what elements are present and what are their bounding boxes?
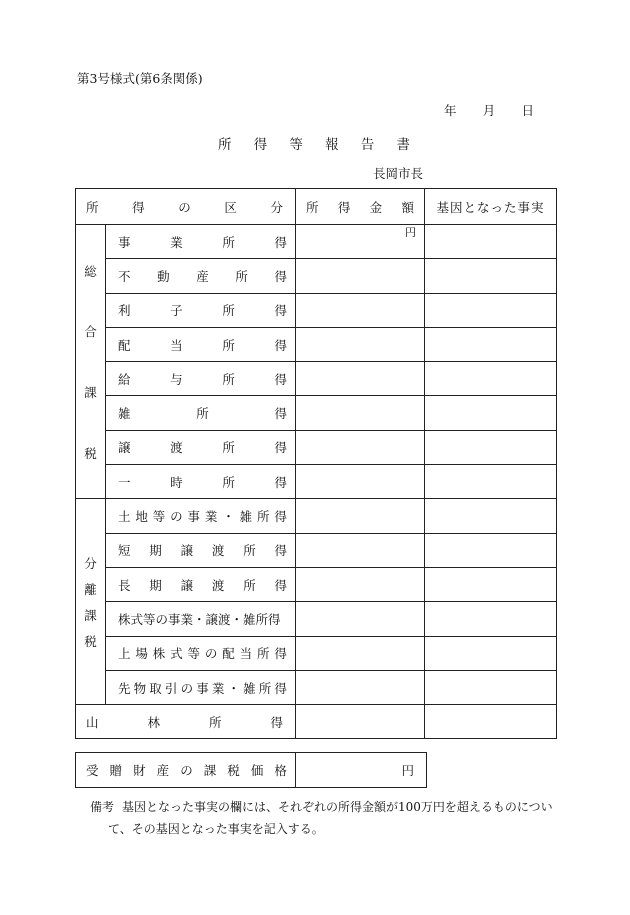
income-label-char: 所 bbox=[243, 543, 256, 559]
income-row bbox=[76, 362, 557, 396]
income-label-char: 雑 bbox=[243, 680, 256, 696]
title-char: 告 bbox=[360, 137, 375, 153]
income-label-char: 所 bbox=[235, 268, 248, 284]
income-label-char: 所 bbox=[257, 509, 270, 525]
income-label-char: 業 bbox=[170, 234, 183, 250]
income-label-char: ・ bbox=[222, 509, 235, 525]
tax-group-cell bbox=[76, 225, 106, 499]
gift-label-char: 受 bbox=[86, 763, 99, 778]
income-label-char: 所 bbox=[222, 303, 235, 319]
income-label-char: 与 bbox=[170, 371, 183, 387]
fact-cell[interactable] bbox=[425, 567, 557, 601]
group-name-char: 総 bbox=[84, 263, 97, 279]
income-label-char: 譲 bbox=[180, 577, 194, 593]
income-label-char: 所 bbox=[222, 440, 235, 456]
title-char: 等 bbox=[289, 137, 303, 153]
income-label-char: 引 bbox=[164, 680, 178, 696]
gift-label bbox=[76, 761, 295, 779]
fact-cell[interactable] bbox=[425, 465, 557, 499]
gift-row bbox=[76, 753, 427, 788]
income-label-char: 場 bbox=[135, 646, 148, 662]
header-char: 所 bbox=[306, 199, 319, 215]
income-row bbox=[76, 533, 557, 567]
income-row bbox=[76, 670, 557, 704]
forest-label-char: 得 bbox=[270, 714, 284, 730]
income-label-char: 得 bbox=[274, 303, 287, 319]
fact-cell[interactable] bbox=[425, 670, 557, 704]
fact-header: 基因となった事実 bbox=[425, 189, 557, 225]
header-char: 得 bbox=[337, 199, 351, 215]
income-label-cell bbox=[106, 602, 296, 636]
income-label-char: 物 bbox=[133, 680, 147, 696]
gift-label-char: 贈 bbox=[109, 763, 123, 778]
fact-cell[interactable] bbox=[425, 293, 557, 327]
amount-header bbox=[296, 189, 425, 225]
fact-cell[interactable] bbox=[425, 259, 557, 293]
income-label-cell bbox=[106, 567, 296, 601]
income-label-char: 得 bbox=[274, 646, 287, 662]
income-label-char: 不 bbox=[118, 268, 131, 284]
income-row bbox=[76, 602, 557, 636]
gift-label-char: 課 bbox=[203, 763, 217, 778]
income-label-char: ・ bbox=[227, 680, 240, 696]
income-label-char: 先 bbox=[118, 680, 131, 696]
income-amount-cell[interactable] bbox=[296, 259, 425, 293]
income-label-char: 得 bbox=[274, 234, 287, 250]
header-char: 分 bbox=[270, 199, 284, 215]
income-amount-cell[interactable] bbox=[296, 602, 425, 636]
forest-amount-cell[interactable] bbox=[296, 705, 425, 739]
group-name-char: 分 bbox=[84, 555, 97, 571]
income-amount-cell[interactable] bbox=[296, 293, 425, 327]
income-label-char: 等 bbox=[187, 646, 201, 662]
income-label-char: 株 bbox=[152, 646, 166, 662]
gift-label-char: の bbox=[180, 763, 193, 778]
fact-cell[interactable] bbox=[425, 327, 557, 361]
income-label-char: 所 bbox=[243, 577, 256, 593]
income-label-char: 所 bbox=[222, 337, 235, 353]
income-label-char: の bbox=[180, 680, 194, 696]
group-name-char: 税 bbox=[84, 445, 97, 461]
income-label-char: の bbox=[170, 509, 183, 525]
group-name-char: 課 bbox=[84, 607, 97, 623]
forest-label-char: 山 bbox=[86, 714, 99, 730]
header-char: 額 bbox=[401, 199, 415, 215]
income-label-char: 得 bbox=[274, 474, 287, 490]
fact-cell[interactable] bbox=[425, 430, 557, 464]
income-label-char: 得 bbox=[274, 406, 288, 422]
fact-cell[interactable] bbox=[425, 533, 557, 567]
form-number: 第3号様式(第6条関係) bbox=[77, 71, 203, 86]
income-row bbox=[76, 293, 557, 327]
header-row bbox=[76, 189, 557, 225]
income-row bbox=[76, 396, 557, 430]
income-label-char: 当 bbox=[170, 337, 183, 353]
income-row bbox=[76, 499, 557, 533]
income-label-char: 得 bbox=[274, 371, 287, 387]
income-label-char: 渡 bbox=[211, 543, 225, 559]
fact-cell[interactable] bbox=[425, 499, 557, 533]
income-row bbox=[76, 259, 557, 293]
header-char: 得 bbox=[132, 199, 145, 215]
income-label-char: 事 bbox=[196, 680, 209, 696]
income-label-char: 所 bbox=[222, 474, 235, 490]
income-label-char: 所 bbox=[222, 371, 235, 387]
document-title bbox=[218, 133, 410, 153]
income-row bbox=[76, 225, 557, 259]
remarks-line-1: 基因となった事実の欄には、それぞれの所得金額が100万円を超えるものについ bbox=[122, 800, 553, 814]
income-report-table bbox=[75, 188, 557, 739]
income-label-cell bbox=[106, 430, 296, 464]
income-label-char: 業 bbox=[204, 509, 218, 525]
header-char: 所 bbox=[86, 199, 99, 215]
forest-income-row bbox=[76, 705, 557, 739]
title-char: 書 bbox=[396, 137, 410, 153]
income-amount-cell[interactable] bbox=[296, 430, 425, 464]
income-label-char: 所 bbox=[222, 234, 235, 250]
fact-cell[interactable] bbox=[425, 636, 557, 670]
income-label-char: 期 bbox=[149, 577, 162, 593]
income-label-char: 土 bbox=[118, 509, 131, 525]
forest-label-cell bbox=[76, 705, 296, 739]
income-label-cell bbox=[106, 396, 296, 430]
fact-cell[interactable] bbox=[425, 602, 557, 636]
remarks-label: 備考 bbox=[90, 800, 115, 814]
income-label-char: 得 bbox=[274, 577, 287, 593]
header-char: の bbox=[178, 199, 191, 215]
income-label-char: 得 bbox=[274, 509, 287, 525]
income-amount-cell[interactable] bbox=[296, 533, 425, 567]
income-label-char: 一 bbox=[118, 474, 131, 490]
income-label-char: 所 bbox=[196, 406, 209, 422]
gift-tax-table bbox=[75, 752, 427, 788]
income-label-char: 所 bbox=[257, 646, 270, 662]
fact-cell[interactable] bbox=[425, 362, 557, 396]
income-label-char: の bbox=[204, 646, 218, 662]
income-row bbox=[76, 430, 557, 464]
income-label-char: 長 bbox=[118, 577, 131, 593]
date-char: 日 bbox=[521, 103, 534, 118]
income-label-char: 渡 bbox=[170, 440, 183, 456]
income-label-char: 得 bbox=[274, 337, 287, 353]
income-label-char: 取 bbox=[149, 680, 162, 696]
fact-cell[interactable] bbox=[425, 396, 557, 430]
income-label-char: 上 bbox=[118, 646, 131, 662]
group-name-char: 税 bbox=[84, 633, 97, 649]
title-char: 得 bbox=[253, 137, 268, 153]
income-label-char: 雑 bbox=[118, 406, 131, 422]
income-label-char: 株式等の事業・譲渡・雑所得 bbox=[118, 611, 281, 627]
income-label-char: 当 bbox=[239, 646, 253, 662]
income-label-char: 業 bbox=[211, 680, 225, 696]
remarks-note bbox=[90, 796, 560, 840]
income-label-char: 事 bbox=[118, 234, 131, 250]
income-label-cell bbox=[106, 293, 296, 327]
income-label-char: 得 bbox=[274, 680, 287, 696]
income-label-char: 給 bbox=[118, 371, 131, 387]
income-label-char: 地 bbox=[135, 509, 148, 525]
income-label-cell bbox=[106, 465, 296, 499]
income-label-cell bbox=[106, 636, 296, 670]
fact-cell[interactable] bbox=[425, 225, 557, 259]
category-header bbox=[76, 189, 296, 225]
income-label-char: 譲 bbox=[180, 543, 194, 559]
income-label-char: 等 bbox=[152, 509, 166, 525]
income-amount-cell[interactable] bbox=[296, 362, 425, 396]
income-label-cell bbox=[106, 670, 296, 704]
income-label-char: 産 bbox=[196, 268, 209, 284]
date-char: 月 bbox=[482, 103, 496, 118]
income-label-char: 事 bbox=[187, 509, 201, 525]
income-label-char: 配 bbox=[118, 337, 131, 353]
income-label-char: 得 bbox=[274, 268, 288, 284]
gift-label-cell bbox=[76, 753, 296, 788]
gift-label-char: 税 bbox=[227, 763, 240, 778]
gift-amount-cell[interactable]: 円 bbox=[296, 753, 427, 788]
income-label-char: 期 bbox=[149, 543, 162, 559]
gift-label-char: 産 bbox=[156, 763, 170, 778]
income-label-cell bbox=[106, 362, 296, 396]
income-label-cell bbox=[106, 499, 296, 533]
income-amount-cell[interactable] bbox=[296, 567, 425, 601]
income-label-char: 雑 bbox=[239, 509, 253, 525]
header-char: 金 bbox=[369, 199, 383, 215]
income-amount-cell[interactable] bbox=[296, 636, 425, 670]
date-line bbox=[444, 101, 534, 119]
income-row bbox=[76, 567, 557, 601]
group-name-char: 離 bbox=[84, 581, 97, 597]
income-amount-cell[interactable] bbox=[296, 225, 425, 259]
gift-label-char: 財 bbox=[133, 763, 146, 778]
group-name-char: 合 bbox=[84, 324, 97, 340]
group-name-char: 課 bbox=[84, 385, 97, 400]
income-label-cell bbox=[106, 533, 296, 567]
income-label-char: 渡 bbox=[211, 577, 225, 593]
income-label-char: 子 bbox=[170, 303, 183, 319]
header-char: 区 bbox=[224, 199, 237, 215]
income-label-char: 動 bbox=[157, 268, 170, 284]
income-row bbox=[76, 327, 557, 361]
forest-label-char: 林 bbox=[147, 714, 161, 730]
income-label-char: 配 bbox=[222, 646, 235, 662]
yen-unit: 円 bbox=[405, 226, 417, 239]
income-row bbox=[76, 636, 557, 670]
income-label-char: 所 bbox=[258, 680, 272, 696]
income-label-char: 式 bbox=[170, 646, 183, 662]
income-label-char: 短 bbox=[118, 543, 131, 559]
income-label-cell bbox=[106, 259, 296, 293]
title-char: 報 bbox=[325, 137, 339, 153]
income-amount-cell[interactable] bbox=[296, 670, 425, 704]
addressee: 長岡市長 bbox=[373, 166, 424, 181]
income-amount-cell[interactable] bbox=[296, 327, 425, 361]
income-label-char: 譲 bbox=[118, 440, 131, 456]
income-label-char: 利 bbox=[118, 303, 131, 319]
income-label-char: 時 bbox=[170, 474, 183, 490]
income-row bbox=[76, 465, 557, 499]
income-amount-cell[interactable] bbox=[296, 465, 425, 499]
income-label-char: 得 bbox=[274, 543, 287, 559]
income-amount-cell[interactable] bbox=[296, 396, 425, 430]
income-amount-cell[interactable] bbox=[296, 499, 425, 533]
income-label-cell bbox=[106, 327, 296, 361]
income-label-cell bbox=[106, 225, 296, 259]
gift-label-char: 価 bbox=[250, 763, 264, 778]
forest-fact-cell[interactable] bbox=[425, 705, 557, 739]
gift-label-char: 格 bbox=[274, 763, 287, 778]
date-char: 年 bbox=[444, 103, 457, 118]
tax-group-cell bbox=[76, 499, 106, 705]
forest-label-char: 所 bbox=[209, 714, 222, 730]
title-char: 所 bbox=[218, 137, 232, 153]
income-label-char: 得 bbox=[274, 440, 287, 456]
remarks-line-2: て、その基因となった事実を記入する。 bbox=[108, 822, 324, 836]
